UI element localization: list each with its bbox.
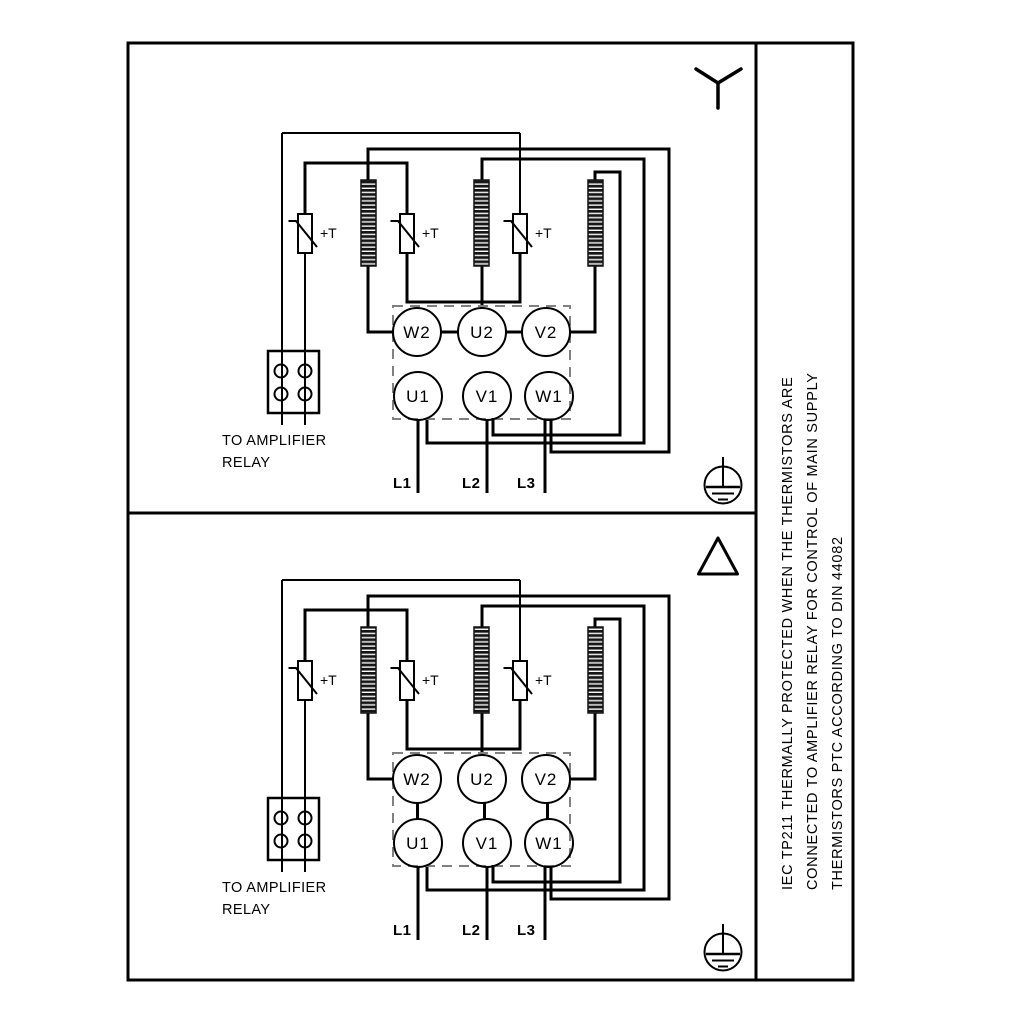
thermistor-bottom-bridge <box>407 700 520 749</box>
thermistor-label: +T <box>535 225 552 241</box>
coil-v-icon <box>588 627 603 713</box>
terminal-board <box>393 306 573 420</box>
relay-terminal-block <box>222 351 326 471</box>
thermistor-label: +T <box>422 672 439 688</box>
earth-ground-icon <box>705 924 742 971</box>
terminal-w2-label: W2 <box>403 323 431 342</box>
terminal-u2-label: U2 <box>470 770 494 789</box>
coil-u-icon <box>474 180 489 266</box>
coil-v-icon <box>588 180 603 266</box>
supply-l2-label: L2 <box>462 922 481 939</box>
side-note-line2: CONNECTED TO AMPLIFIER RELAY FOR CONTROL OF MAIN SUPPLY <box>805 372 821 890</box>
delta-jumper-links <box>418 803 548 819</box>
thermistor-label: +T <box>320 672 337 688</box>
terminal-u1-label: U1 <box>406 387 430 406</box>
thermistors <box>289 661 553 700</box>
supply-l3-label: L3 <box>517 475 536 492</box>
relay-note-line2: RELAY <box>222 455 271 471</box>
side-note-line1: IEC TP211 THERMALLY PROTECTED WHEN THE THERMISTORS ARE <box>780 376 796 890</box>
thermistors <box>289 214 553 253</box>
terminal-v1-label: V1 <box>475 387 499 406</box>
terminal-v1-label: V1 <box>475 834 499 853</box>
thermistor-label: +T <box>422 225 439 241</box>
relay-note-line2: RELAY <box>222 902 271 918</box>
supply-l1-label: L1 <box>393 475 412 492</box>
thermistor-bottom-bridge <box>407 253 520 302</box>
thermistor-circuit-wires <box>282 133 520 425</box>
wire-coil1-to-w2 <box>368 265 393 332</box>
wire-coil3-to-v2 <box>570 265 595 332</box>
relay-block-outline <box>268 798 319 860</box>
side-note-line3: THERMISTORS PTC ACCORDING TO DIN 44082 <box>830 536 846 890</box>
motor-winding-coils <box>361 627 603 713</box>
terminal-w1-label: W1 <box>535 834 563 853</box>
winding-wires <box>368 596 669 940</box>
supply-l1-label: L1 <box>393 922 412 939</box>
terminal-v2-label: V2 <box>534 770 558 789</box>
supply-labels <box>393 475 536 492</box>
coil-u-icon <box>474 627 489 713</box>
thermistor-top-bridge <box>305 610 407 661</box>
supply-l2-label: L2 <box>462 475 481 492</box>
terminal-u2-label: U2 <box>470 323 494 342</box>
wire-coil1-to-w2 <box>368 712 393 779</box>
thermistor-label: +T <box>320 225 337 241</box>
panel-star <box>222 69 742 504</box>
coil-w-icon <box>361 180 376 266</box>
supply-l3-label: L3 <box>517 922 536 939</box>
coil-w-icon <box>361 627 376 713</box>
thermistor-circuit-wires <box>282 580 520 872</box>
thermistor-label: +T <box>535 672 552 688</box>
earth-ground-icon <box>705 457 742 504</box>
relay-note-line1: TO AMPLIFIER <box>222 880 327 896</box>
panel-delta <box>222 538 742 971</box>
relay-block-outline <box>268 351 319 413</box>
winding-wires <box>368 149 669 493</box>
star-icon <box>696 69 741 108</box>
terminal-w2-label: W2 <box>403 770 431 789</box>
relay-terminal-block <box>222 798 326 918</box>
terminal-w1-label: W1 <box>535 387 563 406</box>
terminal-v2-label: V2 <box>534 323 558 342</box>
thermistor-top-bridge <box>305 163 407 214</box>
wire-coil3-to-v2 <box>570 712 595 779</box>
terminal-u1-label: U1 <box>406 834 430 853</box>
delta-icon <box>699 538 738 574</box>
relay-note-line1: TO AMPLIFIER <box>222 433 327 449</box>
motor-winding-coils <box>361 180 603 266</box>
supply-labels <box>393 922 536 939</box>
side-note <box>780 372 846 890</box>
